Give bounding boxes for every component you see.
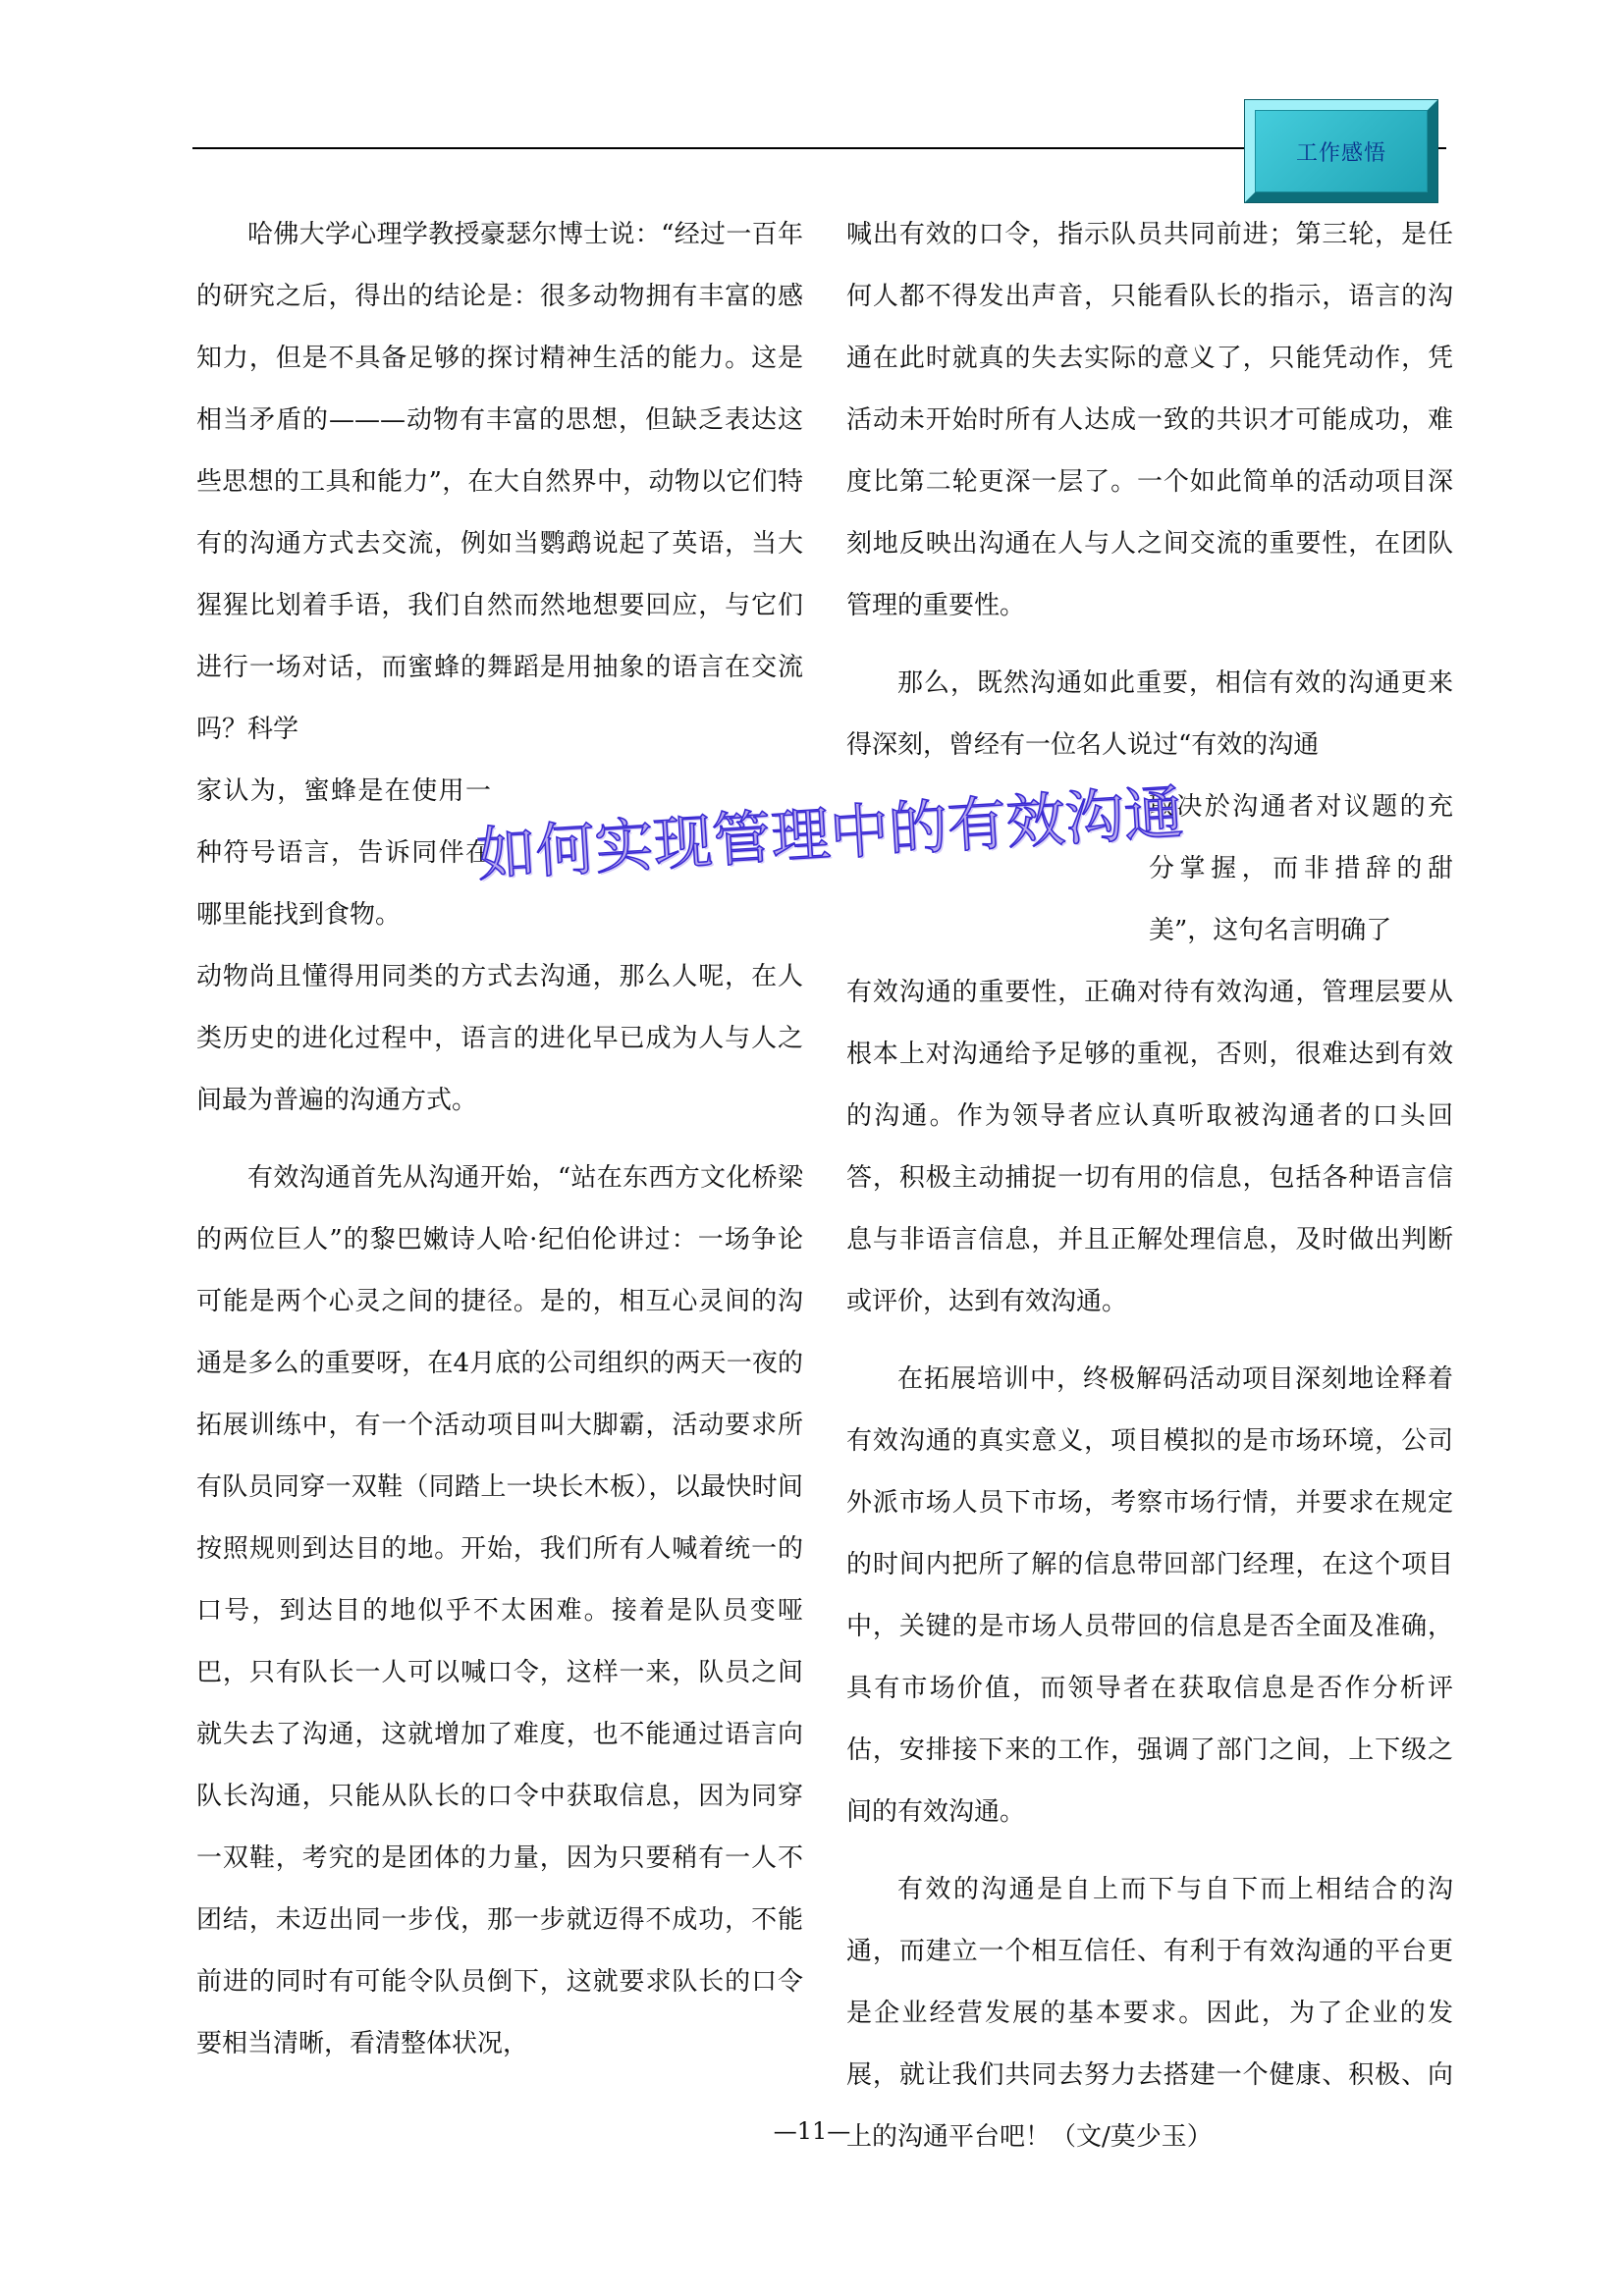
right-column [846, 204, 1453, 2168]
right-paragraph-1: 喊出有效的口令，指示队员共同前进；第三轮，是任何人都不得发出声音，只能看队长的指示，语言的沟通在此时就真的失去实际的意义了，只能凭动作，凭活动未开始时所有人达成一致的共识才可能成功，难度比第二轮更深一层了。一个如此简单的活动项目深刻地反映出沟通在人与人之间交流的重要性，在团队管理的重要性。 [846, 220, 1453, 620]
page-number: —11— [773, 2117, 851, 2145]
right-paragraph-2c: 有效沟通的重要性，正确对待有效沟通，管理层要从根本上对沟通给予足够的重视，否则，很难达到有效的沟通。作为领导者应认真听取被沟通者的口头回答，积极主动捕捉一切有用的信息，包括各种语言信息与非语言信息，并且正解处理信息，及时做出判断或评价，达到有效沟通。 [846, 978, 1453, 1316]
left-paragraph-2: 有效沟通首先从沟通开始，“站在东西方文化桥梁的两位巨人”的黎巴嫩诗人哈·纪伯伦讲过：一场争论可能是两个心灵之间的捷径。是的，相互心灵间的沟通是多么的重要呀，在4月底的公司组织的两天一夜的拓展训练中，有一个活动项目叫大脚霸，活动要求所有队员同穿一双鞋（同踏上一块长木板），以最快时间按照规则到达目的地。开始，我们所有人喊着统一的口号，到达目的地似乎不太困难。接着是队员变哑巴，只有队长一人可以喊口令，这样一来，队员之间就失去了沟通，这就增加了难度，也不能通过语言向队长沟通，只能从队长的口令中获取信息，因为同穿一双鞋，考究的是团体的力量，因为只要稍有一人不团结，未迈出同一步伐，那一步就迈得不成功，不能前进的同时有可能令队员倒下，这就要求队长的口令要相当清晰，看清整体状况， [196, 1163, 803, 2058]
right-paragraph-2a: 那么，既然沟通如此重要，相信有效的沟通更来得深刻，曾经有一位名人说过“有效的沟通 [846, 668, 1453, 760]
right-paragraph-3: 在拓展培训中，终极解码活动项目深刻地诠释着有效沟通的真实意义，项目模拟的是市场环境，公司外派市场人员下市场，考察市场行情，并要求在规定的时间内把所了解的信息带回部门经理，在这个项目中，关键的是市场人员带回的信息是否全面及准确，具有市场价值，而领导者在获取信息是否作分析评估，安排接下来的工作，强调了部门之间，上下级之间的有效沟通。 [846, 1364, 1453, 1827]
section-tag-label: 工作感悟 [1295, 140, 1386, 166]
section-tag [1245, 100, 1437, 202]
left-paragraph-1c: 动物尚且懂得用同类的方式去沟通，那么人呢，在人类历史的进化过程中，语言的进化早已成为人与人之间最为普遍的沟通方式。 [196, 962, 803, 1115]
left-paragraph-1a: 哈佛大学心理学教授豪瑟尔博士说：“经过一百年的研究之后，得出的结论是：很多动物拥有丰富的感知力，但是不具备足够的探讨精神生活的能力。这是相当矛盾的———动物有丰富的思想，但缺乏表达这些思想的工具和能力”，在大自然界中，动物以它们特有的沟通方式去交流，例如当鹦鹉说起了英语，当大猩猩比划着手语，我们自然而然地想要回应，与它们进行一场对话，而蜜蜂的舞蹈是用抽象的语言在交流吗？科学 [196, 220, 803, 744]
section-tag-face [1255, 110, 1428, 192]
right-paragraph-4: 有效的沟通是自上而下与自下而上相结合的沟通，而建立一个相互信任、有利于有效沟通的平台更是企业经营发展的基本要求。因此，为了企业的发展，就让我们共同去努力去搭建一个健康、积极、向上的沟通平台吧！（文/莫少玉） [846, 1875, 1453, 2152]
article-title: 如何实现管理中的有效沟通 [474, 778, 1185, 890]
left-column [196, 204, 803, 2075]
right-paragraph-2b: 取决於沟通者对议题的充分掌握，而非措辞的甜美”，这句名言明确了 [1149, 792, 1453, 945]
left-paragraph-1b: 家认为，蜜蜂是在使用一种符号语言，告诉同伴在哪里能找到食物。 [196, 776, 491, 930]
